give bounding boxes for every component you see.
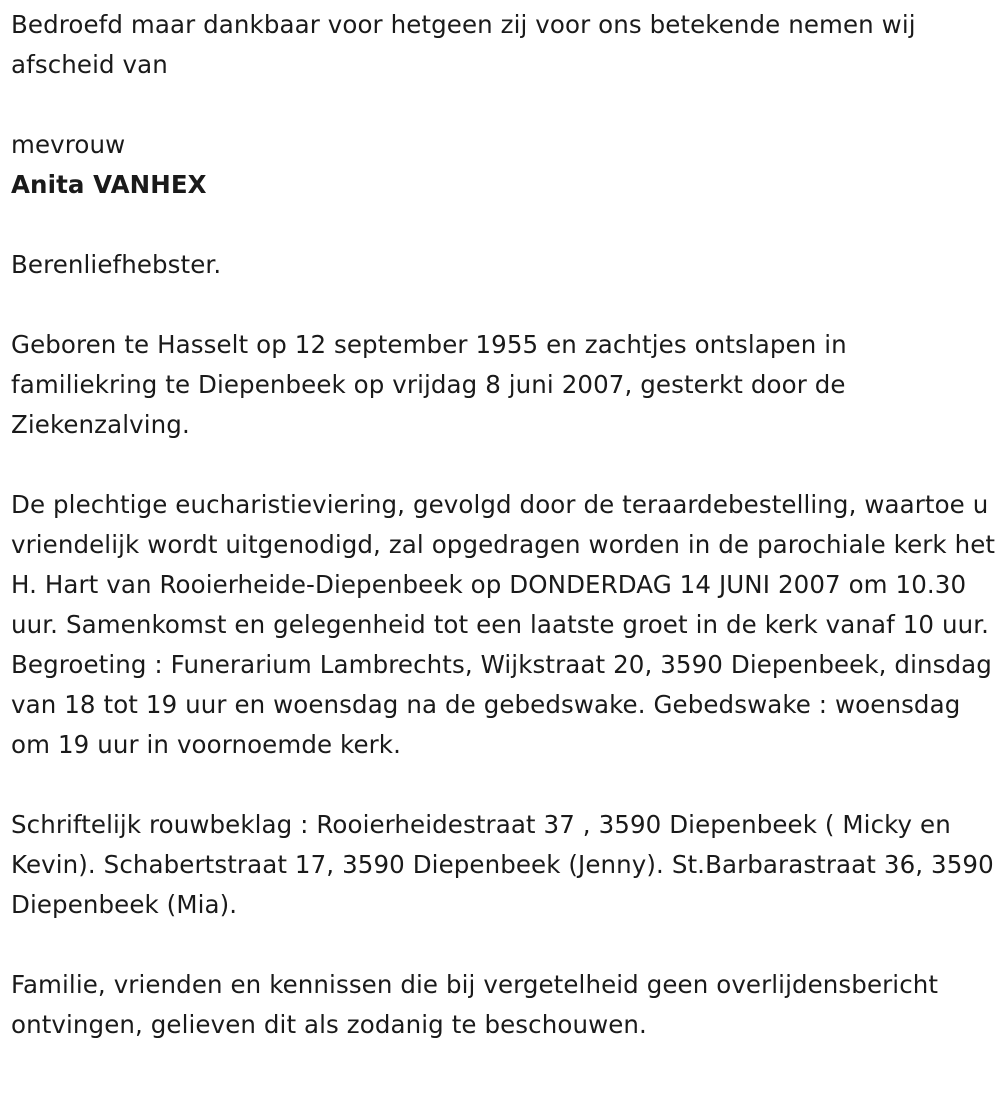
honorific: mevrouw [11,130,126,159]
ceremony-paragraph: De plechtige eucharistieviering, gevolgd door de teraardebestelling, waartoe u vriendelijk wordt uitgenodigd, zal opgedragen worden in de parochiale kerk het H. Hart van Rooierheide-Diepenbeek op DONDERDAG 14 JUNI 2007 om 10.30 uur. Samenkomst en gelegenheid tot een laatste groet in de kerk vanaf 10 uur. Begroeting : Funerarium Lambrechts, Wijkstraat 20, 3590 Diepenbeek, dinsdag van 18 tot 19 uur en woensdag na de gebedswake. Gebedswake : woensdag om 19 uur in voornoemde kerk. [11,490,996,759]
spacer [11,925,996,965]
deceased-name: Anita VANHEX [11,170,207,199]
obituary-notice [11,5,996,1045]
description-paragraph: Berenliefhebster. [11,250,222,279]
spacer [11,285,996,325]
condolences-paragraph: Schriftelijk rouwbeklag : Rooierheidestraat 37 , 3590 Diepenbeek ( Micky en Kevin). Schabertstraat 17, 3590 Diepenbeek (Jenny). St.Barbarastraat 36, 3590 Diepenbeek (Mia). [11,810,994,919]
spacer [11,765,996,805]
closing-paragraph: Familie, vrienden en kennissen die bij vergetelheid geen overlijdensbericht ontvingen, gelieven dit als zodanig te beschouwen. [11,970,939,1039]
spacer [11,85,996,125]
spacer [11,445,996,485]
birth-death-paragraph: Geboren te Hasselt op 12 september 1955 en zachtjes ontslapen in familiekring te Diepenbeek op vrijdag 8 juni 2007, gesterkt door de Ziekenzalving. [11,330,847,439]
spacer [11,205,996,245]
intro-paragraph: Bedroefd maar dankbaar voor hetgeen zij voor ons betekende nemen wij afscheid van [11,10,916,79]
